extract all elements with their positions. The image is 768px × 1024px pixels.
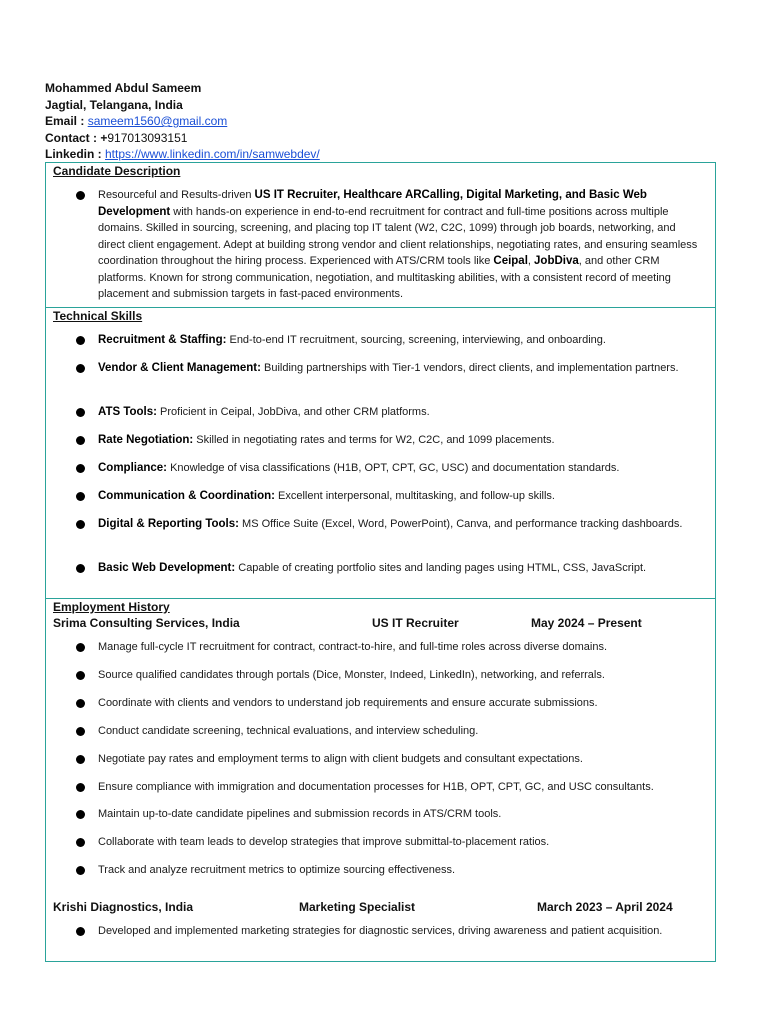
description-paragraph: [98, 187, 698, 303]
linkedin-label: Linkedin :: [45, 147, 105, 161]
skill-text: Proficient in Ceipal, JobDiva, and other CRM platforms.: [156, 406, 430, 418]
skill-item: [98, 332, 698, 349]
job-bullet: Maintain up-to-date candidate pipelines and submission records in ATS/CRM tools.: [98, 806, 698, 823]
linkedin-line: [45, 146, 320, 163]
email-link[interactable]: sameem1560@gmail.com: [87, 114, 228, 128]
candidate-location: Jagtial, Telangana, India: [45, 97, 183, 112]
skill-label: Recruitment & Staffing:: [98, 334, 227, 346]
skill-label: Communication & Coordination:: [98, 490, 275, 502]
job-role: US IT Recruiter: [372, 616, 459, 630]
email-line: [45, 113, 320, 130]
job-bullet: Negotiate pay rates and employment terms to align with client budgets and consultant expectations.: [98, 751, 698, 768]
job-bullet: Ensure compliance with immigration and documentation processes for H1B, OPT, CPT, GC, and USC consultants.: [98, 779, 698, 796]
text-run: , and other CRM platforms. Known for strong communication, negotiation, and multitasking abilities, with a consistent record of meeting placement and submission targets in fast-paced environments.: [98, 255, 671, 300]
candidate-name: Mohammed Abdul Sameem: [45, 81, 202, 95]
skill-label: ATS Tools:: [98, 406, 157, 418]
job-company: Srima Consulting Services, India: [53, 616, 240, 630]
employment-history-section: [45, 598, 716, 962]
email-label: Email :: [45, 114, 88, 128]
skill-label: Rate Negotiation:: [98, 434, 194, 446]
text-run: Resourceful and Results-driven: [98, 189, 255, 201]
contact-line: [45, 130, 320, 147]
text-run: ,: [527, 255, 535, 267]
job-bullet: Conduct candidate screening, technical evaluations, and interview scheduling.: [98, 723, 698, 740]
skill-text: MS Office Suite (Excel, Word, PowerPoint), Canva, and performance tracking dashboards.: [238, 518, 683, 530]
job-dates: March 2023 – April 2024: [537, 900, 673, 914]
skill-text: Capable of creating portfolio sites and landing pages using HTML, CSS, JavaScript.: [235, 562, 647, 574]
job-bullet: Track and analyze recruitment metrics to optimize sourcing effectiveness.: [98, 862, 698, 879]
skill-label: Digital & Reporting Tools:: [98, 518, 239, 530]
skill-text: End-to-end IT recruitment, sourcing, screening, interviewing, and onboarding.: [226, 334, 606, 346]
skill-text: Building partnerships with Tier-1 vendors, direct clients, and implementation partners.: [260, 362, 679, 374]
contact-number: 917013093151: [107, 130, 188, 145]
skill-item: [98, 516, 698, 533]
bold-run: JobDiva: [534, 255, 579, 267]
section-title: Employment History: [53, 600, 170, 614]
skill-item: [98, 460, 698, 477]
contact-header: [45, 80, 320, 163]
skill-text: Skilled in negotiating rates and terms for W2, C2C, and 1099 placements.: [193, 434, 555, 446]
skill-item: [98, 360, 698, 377]
section-title: Technical Skills: [53, 309, 143, 323]
technical-skills-section: [45, 307, 716, 599]
job-header: [53, 900, 703, 916]
job-company: Krishi Diagnostics, India: [53, 900, 194, 914]
skill-text: Knowledge of visa classifications (H1B, OPT, CPT, GC, USC) and documentation standards.: [167, 462, 620, 474]
skill-label: Compliance:: [98, 462, 168, 474]
job-bullet: Developed and implemented marketing strategies for diagnostic services, driving awareness and patient acquisition.: [98, 923, 698, 940]
skill-item: [98, 432, 698, 449]
job-bullet: Coordinate with clients and vendors to understand job requirements and ensure accurate submissions.: [98, 695, 698, 712]
job-header: [53, 616, 703, 632]
candidate-description-section: [45, 162, 716, 308]
bold-run: Ceipal: [493, 255, 528, 267]
skill-item: [98, 560, 698, 577]
section-title: Candidate Description: [53, 164, 181, 178]
linkedin-link[interactable]: https://www.linkedin.com/in/samwebdev/: [105, 147, 320, 161]
job-role: Marketing Specialist: [299, 900, 416, 914]
skill-item: [98, 404, 698, 421]
job-dates: May 2024 – Present: [531, 616, 642, 630]
bold-run: US IT Recruiter, Healthcare ARCalling, Digital Marketing, and Basic Web Development: [98, 189, 647, 218]
skill-label: Vendor & Client Management:: [98, 362, 261, 374]
skill-item: [98, 488, 698, 505]
job-bullet: Source qualified candidates through portals (Dice, Monster, Indeed, LinkedIn), networking, and referrals.: [98, 667, 698, 684]
contact-label: Contact : +: [45, 130, 108, 145]
job-bullet: Manage full-cycle IT recruitment for contract, contract-to-hire, and full-time roles across diverse domains.: [98, 639, 698, 656]
text-run: with hands-on experience in end-to-end recruitment for contract and full-time positions across multiple domains. Skilled in sourcing, screening, and placing top IT talent (W2, C2C, 1099) through job boards, networking, and direct client engagement. Adept at building strong vendor and client relationships, negotiating rates, and ensuring seamless coordination throughout the hiring process. Experienced with ATS/CRM tools like: [98, 205, 698, 267]
job-bullet: Collaborate with team leads to develop strategies that improve submittal-to-placement ratios.: [98, 834, 698, 851]
skill-text: Excellent interpersonal, multitasking, and follow-up skills.: [274, 490, 555, 502]
skill-label: Basic Web Development:: [98, 562, 236, 574]
